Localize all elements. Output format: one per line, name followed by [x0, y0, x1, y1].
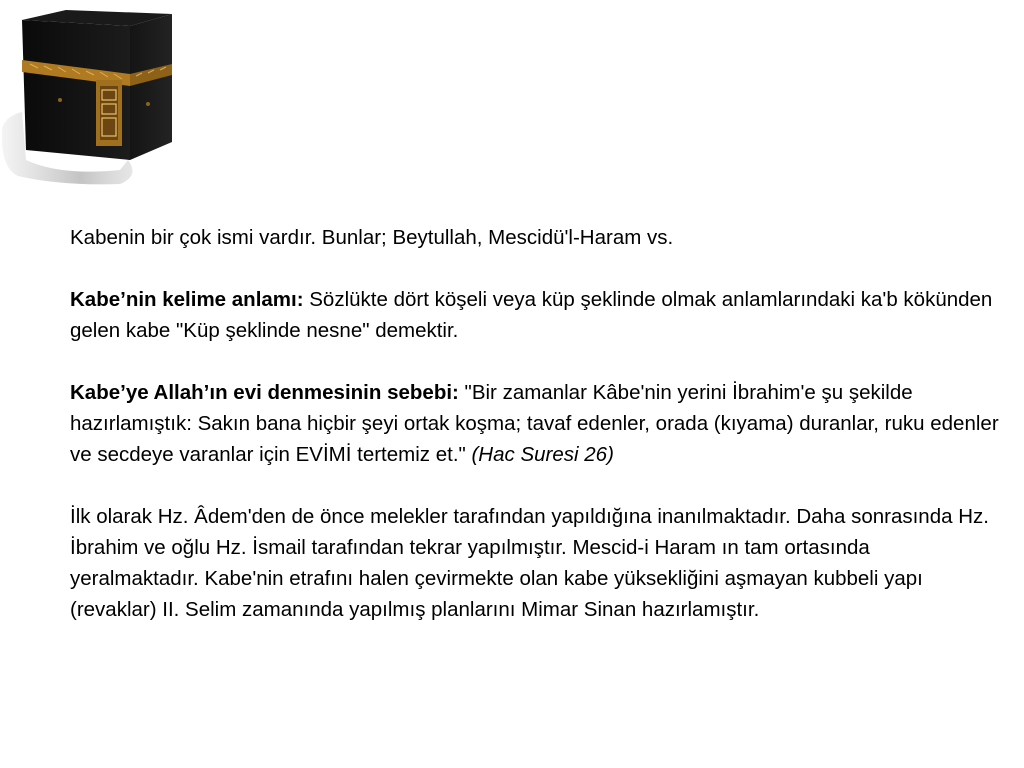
paragraph-names-text: Kabenin bir çok ismi vardır. Bunlar; Beytullah, Mescidü'l-Haram vs. [70, 226, 674, 249]
paragraph-house-heading: Kabe’ye Allah’ın evi denmesinin sebebi: [70, 381, 459, 404]
paragraph-names [70, 222, 1000, 253]
paragraph-meaning [70, 284, 1000, 346]
paragraph-meaning-heading: Kabe’nin kelime anlamı: [70, 288, 304, 311]
paragraph-house-of-allah [70, 377, 1000, 470]
paragraph-house-citation: (Hac Suresi 26) [471, 443, 614, 466]
paragraph-meaning-text: Sözlükte dört köşeli veya küp şeklinde olmak anlamlarındaki ka'b kökünden gelen kabe "Küp şeklinde nesne" demektir. [70, 288, 993, 342]
kaaba-image [0, 0, 190, 190]
main-text [70, 222, 1000, 656]
paragraph-house-text: "Bir zamanlar Kâbe'nin yerini İbrahim'e şu şekilde hazırlamıştık: Sakın bana hiçbir şeyi ortak koşma; tavaf edenler, orada (kıyama) duranlar, ruku edenler ve secdeye varanlar için EVİMİ tertemiz et." [70, 381, 999, 466]
kaaba-icon [0, 0, 190, 190]
paragraph-history [70, 501, 1000, 625]
paragraph-history-text: İlk olarak Hz. Âdem'den de önce melekler tarafından yapıldığına inanılmaktadır. Daha sonrasında Hz. İbrahim ve oğlu Hz. İsmail tarafından tekrar yapılmıştır. Mescid-i Haram ın tam ortasında yeralmaktadır. Kabe'nin etrafını halen çevirmekte olan kabe yüksekliğini aşmayan kubbeli yapı (revaklar) II. Selim zamanında yapılmış planlarını Mimar Sinan hazırlamıştır. [70, 505, 989, 621]
